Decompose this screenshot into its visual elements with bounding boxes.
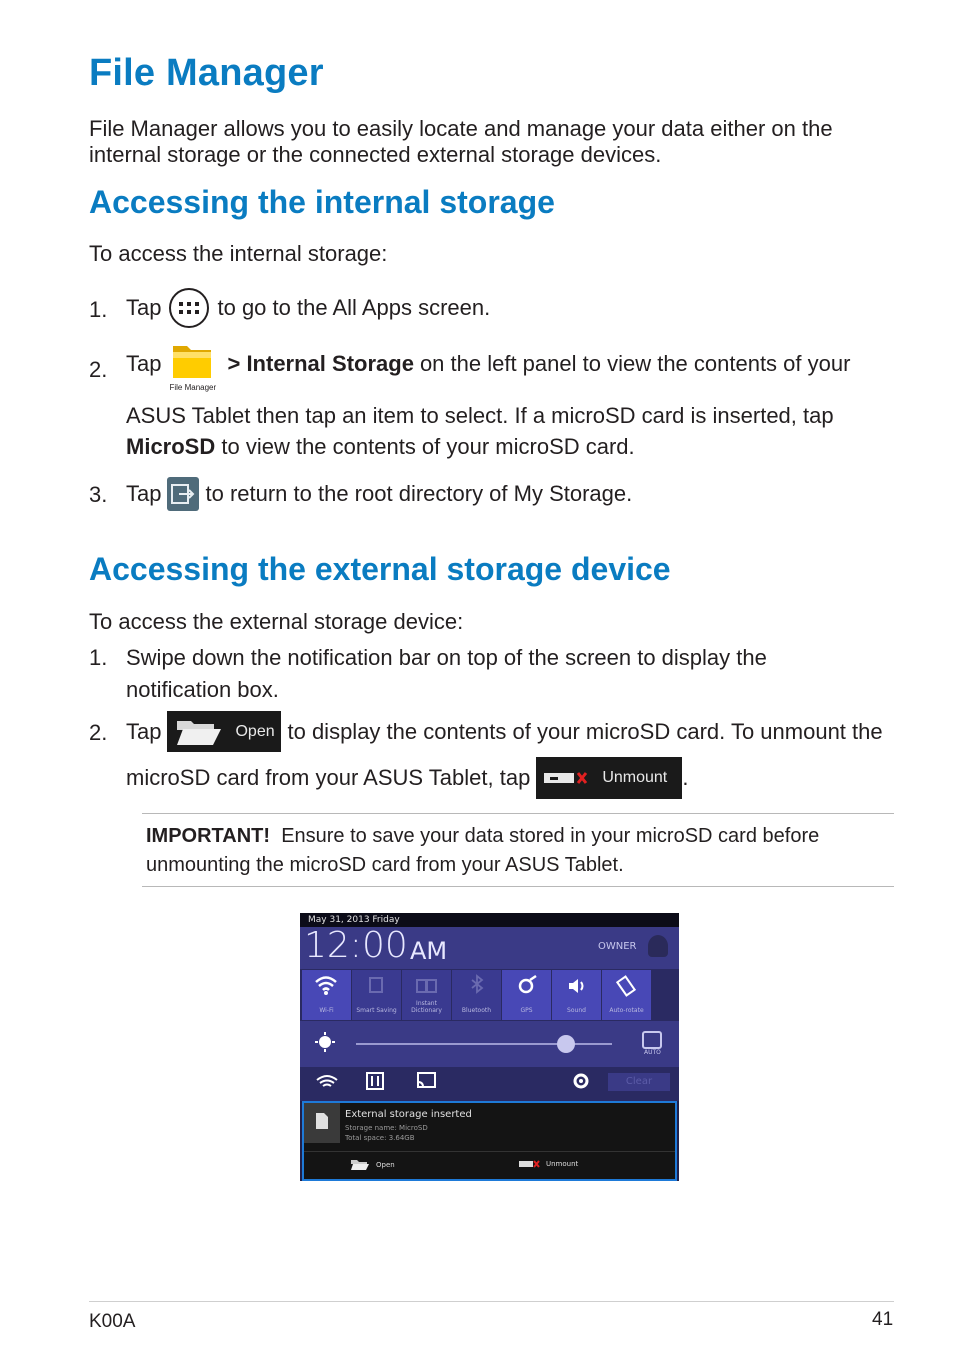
settings-gear-icon (570, 1070, 592, 1092)
step-number: 2. (89, 720, 108, 745)
step-text: Tap (126, 481, 162, 506)
notif-line-1: Storage name: MicroSD (345, 1124, 428, 1132)
divider-bottom (142, 886, 894, 887)
owner-label: OWNER (598, 941, 637, 952)
wifi-icon (302, 970, 351, 1000)
auto-rotate-icon (602, 970, 651, 1000)
auto-brightness-icon[interactable] (642, 1031, 662, 1049)
important-text: Ensure to save your data stored in your microSD card before (281, 825, 820, 847)
clock-time: 12:00 (304, 925, 408, 966)
internal-step-1 (126, 288, 490, 328)
file-manager-icon (169, 340, 217, 392)
storage-notification[interactable] (302, 1101, 677, 1181)
external-step-2 (126, 711, 883, 752)
folder-open-icon (350, 1159, 370, 1171)
step-text: Tap (126, 295, 162, 320)
quick-tile-wifi[interactable]: Wi-Fi (302, 970, 351, 1020)
quick-tile-gps[interactable]: GPS (502, 970, 551, 1020)
step-number: 1. (89, 297, 108, 322)
notif-line-2: Total space: 3.64GB (345, 1134, 415, 1142)
date-text: May 31, 2013 Friday (308, 915, 400, 925)
external-step-2-line2 (126, 757, 688, 799)
important-note (146, 822, 886, 880)
owner-avatar (648, 935, 668, 957)
notification-screenshot (300, 913, 679, 1181)
folder-open-icon (175, 717, 223, 747)
quick-tile-bluetooth[interactable]: Bluetooth (452, 970, 501, 1020)
step-bold: > Internal Storage (227, 351, 414, 376)
page-number: 41 (872, 1309, 894, 1330)
brightness-icon (314, 1031, 336, 1053)
section-heading-external: Accessing the external storage device (89, 551, 671, 587)
quick-tile-sound[interactable]: Sound (552, 970, 601, 1020)
important-label: IMPORTANT! (146, 825, 271, 847)
gps-icon (502, 970, 551, 1000)
intro-text: File Manager allows you to easily locate and manage your data either on the internal storage or the connected external storage devices. (89, 116, 833, 167)
step-text: on the left panel to view the contents of your (419, 351, 851, 376)
internal-lead: To access the internal storage: (89, 241, 388, 266)
open-label: Open (235, 722, 275, 740)
page-title: File Manager (89, 52, 324, 94)
clear-button[interactable]: Clear (608, 1073, 670, 1091)
step-text: notification box. (126, 677, 279, 702)
external-lead: To access the external storage device: (89, 609, 464, 634)
step-number: 2. (89, 357, 108, 382)
auto-label: AUTO (644, 1049, 661, 1056)
step-text: to display the contents of your microSD card. To unmount the (287, 718, 883, 744)
root-directory-icon (167, 477, 199, 511)
quick-tile-auto-rotate[interactable]: Auto-rotate (602, 970, 651, 1020)
step-text: to go to the All Apps screen. (217, 295, 491, 320)
internal-step-2-line3 (126, 434, 635, 460)
bluetooth-icon (452, 970, 501, 1000)
quick-tile-instant-dictionary[interactable]: Instant Dictionary (402, 970, 451, 1020)
screen-cast-icon (414, 1070, 438, 1092)
notif-unmount-action[interactable]: Unmount (518, 1159, 578, 1169)
divider-top (142, 813, 894, 814)
clock-ampm: AM (410, 937, 448, 965)
step-text: . (682, 765, 689, 790)
important-text-2: unmounting the microSD card from your ASUS Tablet. (146, 854, 624, 876)
file-manager-caption: File Manager (169, 383, 217, 392)
internal-step-2 (126, 340, 851, 392)
step-number: 3. (89, 482, 108, 507)
section-heading-internal: Accessing the internal storage (89, 184, 555, 220)
step-text: to return to the root directory of My Storage. (205, 481, 633, 506)
step-text: microSD card from your ASUS Tablet, tap (126, 765, 531, 790)
open-button-image (167, 711, 281, 752)
footer-divider (89, 1301, 894, 1302)
notif-title: External storage inserted (345, 1109, 472, 1120)
equalizer-icon (364, 1070, 386, 1092)
internal-step-3 (126, 477, 632, 511)
step-bold: MicroSD (126, 434, 216, 459)
step-text: Tap (126, 718, 162, 744)
sd-card-icon (314, 1113, 328, 1129)
notif-open-action[interactable]: Open (350, 1159, 395, 1171)
step-text: ASUS Tablet then tap an item to select. If a microSD card is inserted, tap (126, 403, 834, 428)
sound-icon (552, 970, 601, 1000)
step-text: Tap (126, 351, 162, 376)
smart-saving-icon (352, 970, 401, 1000)
brightness-knob[interactable] (557, 1035, 575, 1053)
unmount-icon (542, 768, 592, 788)
dictionary-icon (402, 970, 451, 1000)
step-text: Swipe down the notification bar on top of the screen to display the (126, 645, 767, 670)
unmount-icon (518, 1159, 540, 1169)
step-text: to view the contents of your microSD card. (221, 434, 635, 459)
wifi-settings-icon (314, 1071, 340, 1091)
footer-model: K00A (89, 1311, 136, 1332)
step-number: 1. (89, 645, 108, 670)
unmount-button-image (536, 757, 682, 799)
quick-tile-smart-saving[interactable]: Smart Saving (352, 970, 401, 1020)
unmount-label: Unmount (602, 769, 668, 786)
all-apps-icon (169, 288, 209, 328)
